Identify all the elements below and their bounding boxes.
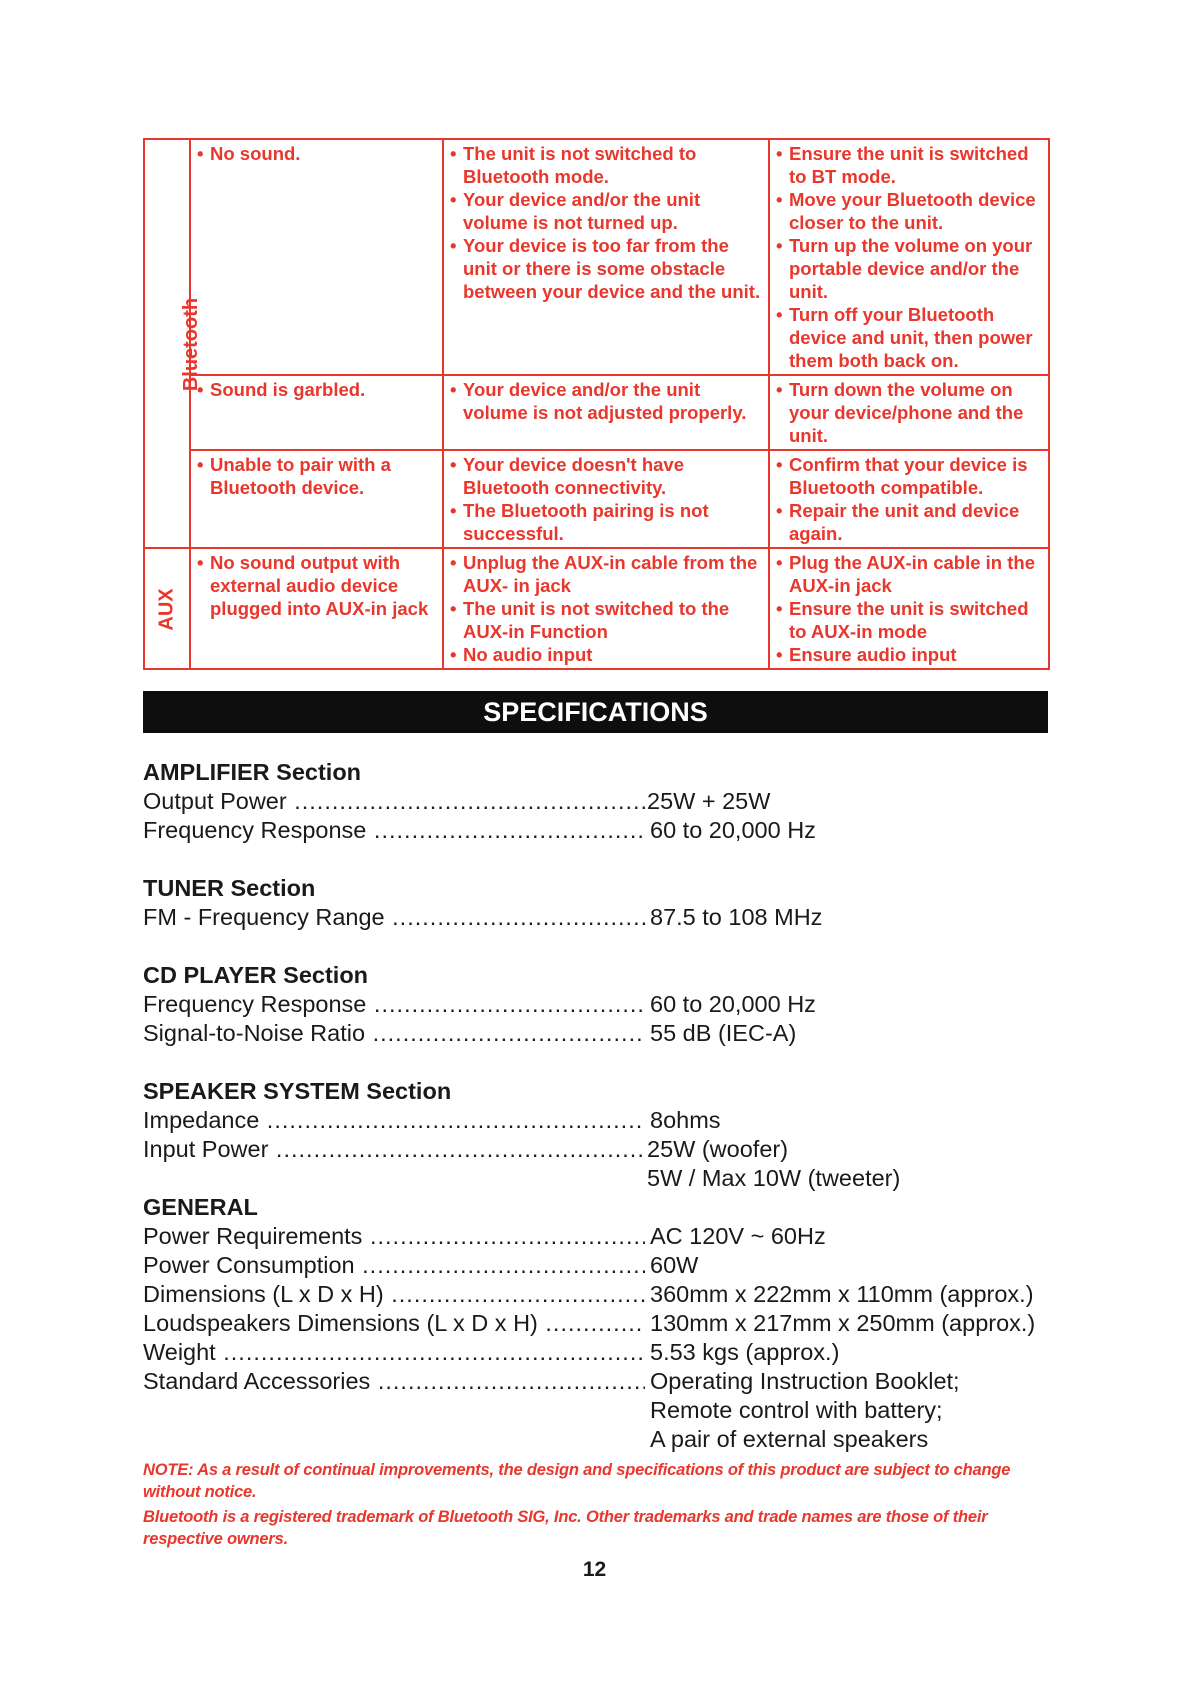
spec-value-continued: 5W / Max 10W (tweeter)	[647, 1165, 901, 1191]
spec-value: 8ohms	[650, 1107, 721, 1133]
problem-cell	[190, 548, 443, 669]
solution-item: • Confirm that your device is Bluetooth compatible.	[776, 453, 1044, 499]
cause-cell	[443, 450, 769, 548]
problem-cell	[190, 139, 443, 375]
spec-row	[143, 1280, 1068, 1309]
spec-row	[143, 1309, 1068, 1338]
solution-cell	[769, 548, 1049, 669]
spec-label: Standard Accessories .....	[143, 1367, 645, 1396]
solution-cell	[769, 450, 1049, 548]
cause-item: • Your device and/or the unit volume is not turned up.	[450, 188, 764, 234]
spec-label: Input Power .....	[143, 1135, 645, 1164]
table-row	[144, 375, 1049, 450]
cause-cell	[443, 139, 769, 375]
spec-row	[143, 787, 1068, 816]
spec-value: 87.5 to 108 MHz	[650, 904, 823, 930]
table-row	[144, 548, 1049, 669]
solution-cell	[769, 139, 1049, 375]
category-cell-bluetooth	[144, 139, 203, 548]
section-title-amplifier: AMPLIFIER Section	[143, 759, 362, 785]
spec-value: 60 to 20,000 Hz	[650, 817, 816, 843]
spec-label: Power Requirements .....	[143, 1222, 645, 1251]
spec-row	[143, 990, 1068, 1019]
spec-label: Dimensions (L x D x H) .....	[143, 1280, 645, 1309]
page-number: 12	[582, 1558, 607, 1581]
category-label: AUX	[155, 587, 178, 631]
spec-value: 25W + 25W	[647, 788, 771, 814]
spec-value: 130mm x 217mm x 250mm (approx.)	[650, 1310, 1036, 1336]
spec-value: 60W	[650, 1252, 699, 1278]
problem-item: • No sound.	[197, 142, 438, 165]
spec-value: 360mm x 222mm x 110mm (approx.)	[650, 1281, 1034, 1307]
notes	[143, 1459, 1048, 1553]
spec-value: 60 to 20,000 Hz	[650, 991, 816, 1017]
spec-label: Frequency Response .....	[143, 990, 645, 1019]
solution-item: • Turn off your Bluetooth device and unit, then power them both back on.	[776, 303, 1044, 372]
cause-item: • The unit is not switched to the AUX-in Function	[450, 597, 764, 643]
spec-label: Power Consumption .....	[143, 1251, 645, 1280]
solution-item: • Ensure the unit is switched to AUX-in mode	[776, 597, 1044, 643]
cause-item: • Unplug the AUX-in cable from the AUX- in jack	[450, 551, 764, 597]
problem-cell	[190, 375, 443, 450]
spec-label: FM - Frequency Range .....	[143, 903, 645, 932]
spec-row	[143, 903, 1068, 932]
spec-label: Signal-to-Noise Ratio .....	[143, 1019, 645, 1048]
section-title-tuner: TUNER Section	[143, 875, 316, 901]
solution-cell	[769, 375, 1049, 450]
spec-value: Operating Instruction Booklet;	[650, 1368, 960, 1394]
solution-item: • Turn down the volume on your device/phone and the unit.	[776, 378, 1044, 447]
spec-value-continued: A pair of external speakers	[650, 1426, 929, 1452]
problem-item: • Sound is garbled.	[197, 378, 438, 401]
solution-item: • Ensure audio input	[776, 643, 1044, 666]
specifications-list	[143, 758, 1068, 1454]
spec-row	[143, 1106, 1068, 1135]
trademark-text: Bluetooth is a registered trademark of Bluetooth SIG, Inc. Other trademarks and trade names are those of their respective owners.	[143, 1508, 988, 1548]
spec-value-continued: Remote control with battery;	[650, 1397, 943, 1423]
solution-item: • Move your Bluetooth device closer to the unit.	[776, 188, 1044, 234]
section-title-cd-player: CD PLAYER Section	[143, 962, 369, 988]
cause-item: • The Bluetooth pairing is not successful.	[450, 499, 764, 545]
spec-row	[143, 816, 1068, 845]
cause-item: • No audio input	[450, 643, 764, 666]
spec-row	[143, 1222, 1068, 1251]
troubleshooting-table	[143, 138, 1050, 670]
spec-label: Output Power .....	[143, 787, 645, 816]
solution-item: • Ensure the unit is switched to BT mode.	[776, 142, 1044, 188]
spec-value: 55 dB (IEC-A)	[650, 1020, 797, 1046]
spec-row	[143, 1251, 1068, 1280]
category-cell-aux	[144, 548, 190, 669]
spec-row	[143, 1019, 1068, 1048]
solution-item: • Repair the unit and device again.	[776, 499, 1044, 545]
problem-cell	[190, 450, 443, 548]
spec-label: Impedance .....	[143, 1106, 645, 1135]
spec-label: Frequency Response .....	[143, 816, 645, 845]
spec-label: Weight .....	[143, 1338, 645, 1367]
cause-item: • The unit is not switched to Bluetooth mode.	[450, 142, 764, 188]
spec-row	[143, 1367, 1068, 1396]
specifications-heading: SPECIFICATIONS	[143, 691, 1048, 733]
category-label: Bluetooth	[180, 297, 203, 391]
spec-row	[143, 1338, 1068, 1367]
problem-item: • No sound output with external audio device plugged into AUX-in jack	[197, 551, 438, 620]
table-row	[144, 450, 1049, 548]
cause-item: • Your device is too far from the unit or there is some obstacle between your device and the unit.	[450, 234, 764, 303]
table-row	[144, 139, 1049, 375]
solution-item: • Turn up the volume on your portable device and/or the unit.	[776, 234, 1044, 303]
section-title-speaker: SPEAKER SYSTEM Section	[143, 1078, 452, 1104]
spec-label: Loudspeakers Dimensions (L x D x H) .....	[143, 1309, 645, 1338]
cause-item: • Your device and/or the unit volume is not adjusted properly.	[450, 378, 764, 424]
section-title-general: GENERAL	[143, 1194, 258, 1220]
cause-cell	[443, 375, 769, 450]
spec-value: AC 120V ~ 60Hz	[650, 1223, 826, 1249]
spec-value: 5.53 kgs (approx.)	[650, 1339, 840, 1365]
solution-item: • Plug the AUX-in cable in the AUX-in jack	[776, 551, 1044, 597]
spec-value: 25W (woofer)	[647, 1136, 789, 1162]
problem-item: • Unable to pair with a Bluetooth device.	[197, 453, 438, 499]
cause-cell	[443, 548, 769, 669]
spec-row	[143, 1135, 1068, 1164]
note-text: NOTE: As a result of continual improvements, the design and specifications of this product are subject to change without notice.	[143, 1461, 1011, 1501]
cause-item: • Your device doesn't have Bluetooth connectivity.	[450, 453, 764, 499]
